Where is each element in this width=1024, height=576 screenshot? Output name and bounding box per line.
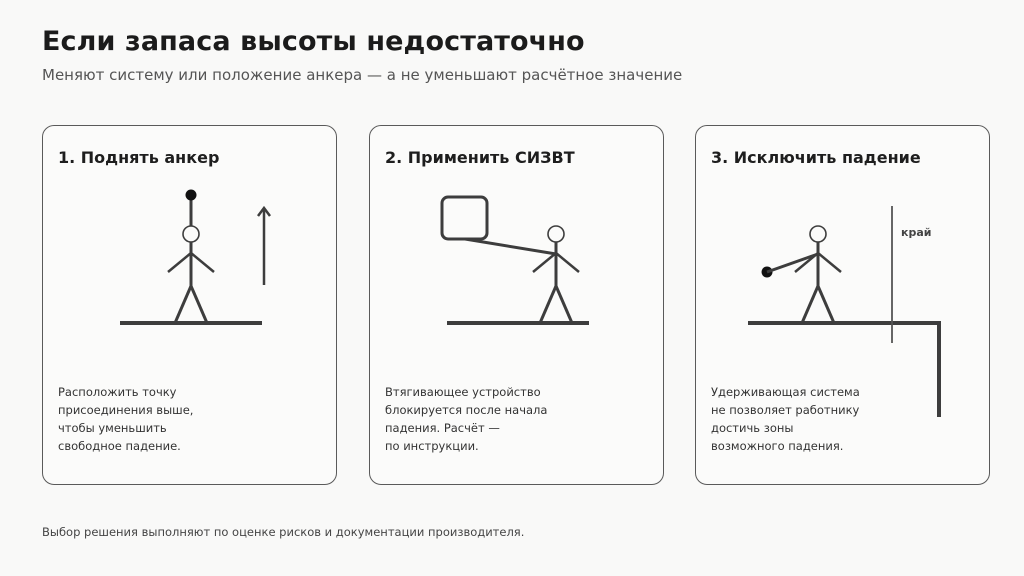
worker-right-leg [556,286,572,323]
card-text-line: Втягивающее устройство [385,385,541,399]
restraint-lanyard [767,254,818,272]
worker-right-leg [191,286,207,323]
card-restraint [695,125,990,485]
worker-left-leg [802,286,818,323]
worker-head [548,226,564,242]
worker-left-leg [540,286,556,323]
worker-right-arm [191,253,214,272]
card-srl [369,125,664,485]
page-subtitle: Меняют систему или положение анкера — а не уменьшают расчётное значение [42,66,683,84]
worker-right-arm [556,253,579,272]
card-raise-anchor [42,125,337,485]
card-description [385,383,565,455]
card-text-line: свободное падение. [58,439,181,453]
card-description [711,383,891,455]
worker-right-arm [818,253,841,272]
retractable-device [442,197,487,239]
worker-right-leg [818,286,834,323]
page-title: Если запаса высоты недостаточно [42,26,585,57]
footnote: Выбор решения выполняют по оценке рисков и документации производителя. [42,525,525,539]
worker-head [810,226,826,242]
card-text-line: чтобы уменьшить [58,421,167,435]
anchor-point [186,190,197,201]
card-text-line: достичь зоны [711,421,794,435]
card-title: 2. Применить СИЗВТ [385,148,575,167]
card-title: 3. Исключить падение [711,148,921,167]
worker-left-arm [795,253,818,272]
retractable-line [465,239,556,254]
worker-left-arm [533,253,556,272]
worker-left-arm [168,253,191,272]
card-description [58,383,238,455]
edge-label: край [901,226,932,239]
card-text-line: возможного падения. [711,439,844,453]
card-text-line: присоединения выше, [58,403,194,417]
worker-head [183,226,199,242]
card-text-line: не позволяет работнику [711,403,860,417]
card-text-line: блокируется после начала [385,403,548,417]
worker-left-leg [175,286,191,323]
card-text-line: по инструкции. [385,439,479,453]
card-text-line: Расположить точку [58,385,177,399]
card-title: 1. Поднять анкер [58,148,220,167]
card-text-line: падения. Расчёт — [385,421,500,435]
card-text-line: Удерживающая система [711,385,860,399]
